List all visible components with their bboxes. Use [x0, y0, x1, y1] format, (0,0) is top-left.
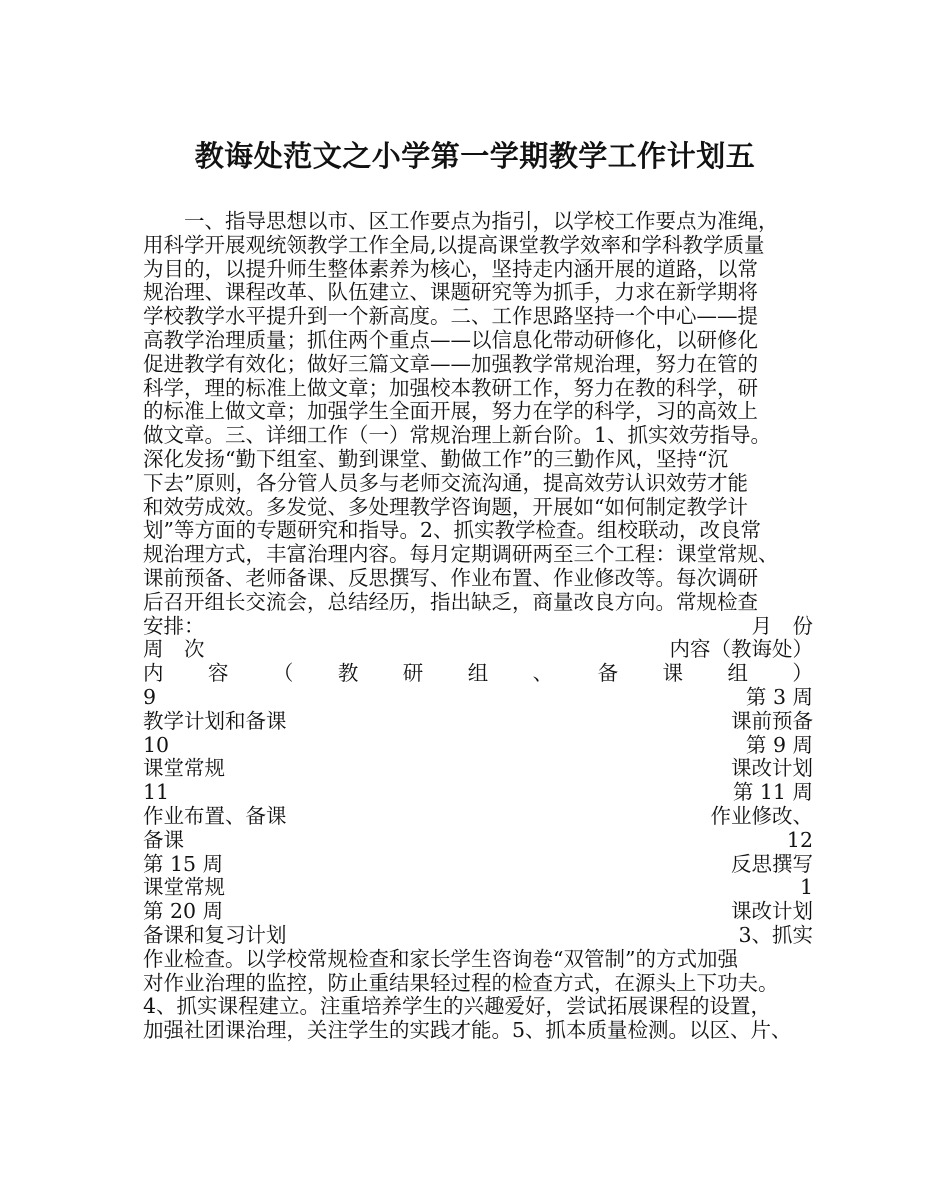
table-cell-month: 11 — [143, 780, 170, 805]
body-line: 规治理方式，丰富治理内容。每月定期调研两至三个工程：课堂常规、 — [143, 542, 779, 567]
table-cell-month: 12 — [786, 827, 813, 852]
table-cell-group: 课前预备 — [731, 708, 813, 733]
table-cell-week: 第 11 周 — [732, 780, 813, 805]
table-cell-group: 作业修改、 — [710, 803, 813, 828]
body-line: 对作业治理的监控，防止重结果轻过程的检查方式，在源头上下功夫。 — [143, 970, 779, 995]
body-line: 的标准上做文章；加强学生全面开展，努力在学的科学，习的高效上 — [143, 399, 758, 424]
after-table-text: 3、抓实 — [738, 922, 813, 947]
table-cell-extra: 备课 — [143, 827, 184, 852]
document-title: 教诲处范文之小学第一学期教学工作计划五 — [194, 139, 756, 173]
body-line: 深化发扬“勤下组室、勤到课堂、勤做工作”的三勤作风，坚持“沉 — [143, 446, 728, 471]
table-cell-group: 课改计划 — [731, 899, 813, 924]
table-row — [143, 924, 813, 948]
body-line: 4、抓实课程建立。注重培养学生的兴趣爱好，尝试拓展课程的设置， — [143, 994, 772, 1019]
body-line: 学校教学水平提升到一个新高度。二、工作思路坚持一个中心——提 — [143, 304, 758, 329]
body-line: 和效劳成效。多发觉、多处理教学咨询题，开展如“如何制定教学计 — [143, 494, 748, 519]
col-week-header: 周 次 — [143, 637, 205, 662]
table-row — [143, 781, 813, 805]
col-content-b-header: 内 容 （ 教 研 组 、 备 课 组 ） — [143, 661, 813, 686]
table-cell-month: 9 — [143, 684, 157, 709]
body-line: 用科学开展观统领教学工作全局,以提高课堂教学效率和学科教学质量 — [143, 232, 765, 257]
table-row — [143, 757, 813, 781]
table-cell-dept: 备课和复习计划 — [143, 922, 287, 947]
table-cell-week: 第 20 周 — [143, 899, 224, 924]
col-month-header: 月 份 — [751, 613, 813, 638]
table-cell-dept: 课堂常规 — [143, 875, 225, 900]
table-row — [143, 853, 813, 877]
body-line: 后召开组长交流会，总结经历，指出缺乏，商量改良方向。常规检查 — [143, 589, 758, 614]
body-line: 做文章。三、详细工作（一）常规治理上新台阶。1、抓实效劳指导。 — [143, 423, 772, 448]
body-line: 作业检查。以学校常规检查和家长学生咨询卷“双管制”的方式加强 — [143, 946, 738, 971]
document-body — [143, 210, 813, 1043]
col-content-a-header: 内容（教诲处） — [669, 637, 813, 662]
table-row — [143, 710, 813, 734]
table-row — [143, 805, 813, 829]
table-cell-month: 1 — [799, 875, 813, 900]
body-line: 科学，理的标准上做文章；加强校本教研工作，努力在教的科学，研 — [143, 375, 758, 400]
table-cell-group: 课改计划 — [731, 756, 813, 781]
table-header-row — [143, 615, 813, 639]
body-line: 课前预备、老师备课、反思撰写、作业布置、作业修改等。每次调研 — [143, 565, 758, 590]
body-line: 规治理、课程改革、队伍建立、课题研究等为抓手，力求在新学期将 — [143, 280, 758, 305]
table-row — [143, 829, 813, 853]
table-cell-dept: 课堂常规 — [143, 756, 225, 781]
table-cell-dept: 教学计划和备课 — [143, 708, 287, 733]
table-cell-dept: 作业布置、备课 — [143, 803, 287, 828]
table-header-row — [143, 638, 813, 662]
table-row — [143, 734, 813, 758]
table-cell-week: 第 3 周 — [745, 684, 813, 709]
body-line: 加强社团课治理，关注学生的实践才能。5、抓本质量检测。以区、片、 — [143, 1018, 792, 1043]
body-line: 一、指导思想以市、区工作要点为指引，以学校工作要点为准绳， — [143, 209, 779, 233]
body-line: 为目的，以提升师生整体素养为核心，坚持走内涵开展的道路，以常 — [143, 256, 758, 281]
body-line: 下去”原则，各分管人员多与老师交流沟通，提高效劳认识效劳才能 — [143, 470, 748, 495]
table-row — [143, 686, 813, 710]
body-line: 促进教学有效化；做好三篇文章——加强教学常规治理，努力在管的 — [143, 351, 758, 376]
table-cell-month: 10 — [143, 732, 170, 757]
arrange-label: 安排： — [143, 613, 205, 638]
body-line: 高教学治理质量；抓住两个重点——以信息化带动研修化，以研修化 — [143, 327, 758, 352]
table-cell-week: 第 15 周 — [143, 851, 224, 876]
table-cell-group: 反思撰写 — [731, 851, 813, 876]
table-cell-week: 第 9 周 — [745, 732, 813, 757]
table-row — [143, 876, 813, 900]
table-row — [143, 900, 813, 924]
body-line: 划”等方面的专题研究和指导。2、抓实教学检查。组校联动，改良常 — [143, 518, 762, 543]
